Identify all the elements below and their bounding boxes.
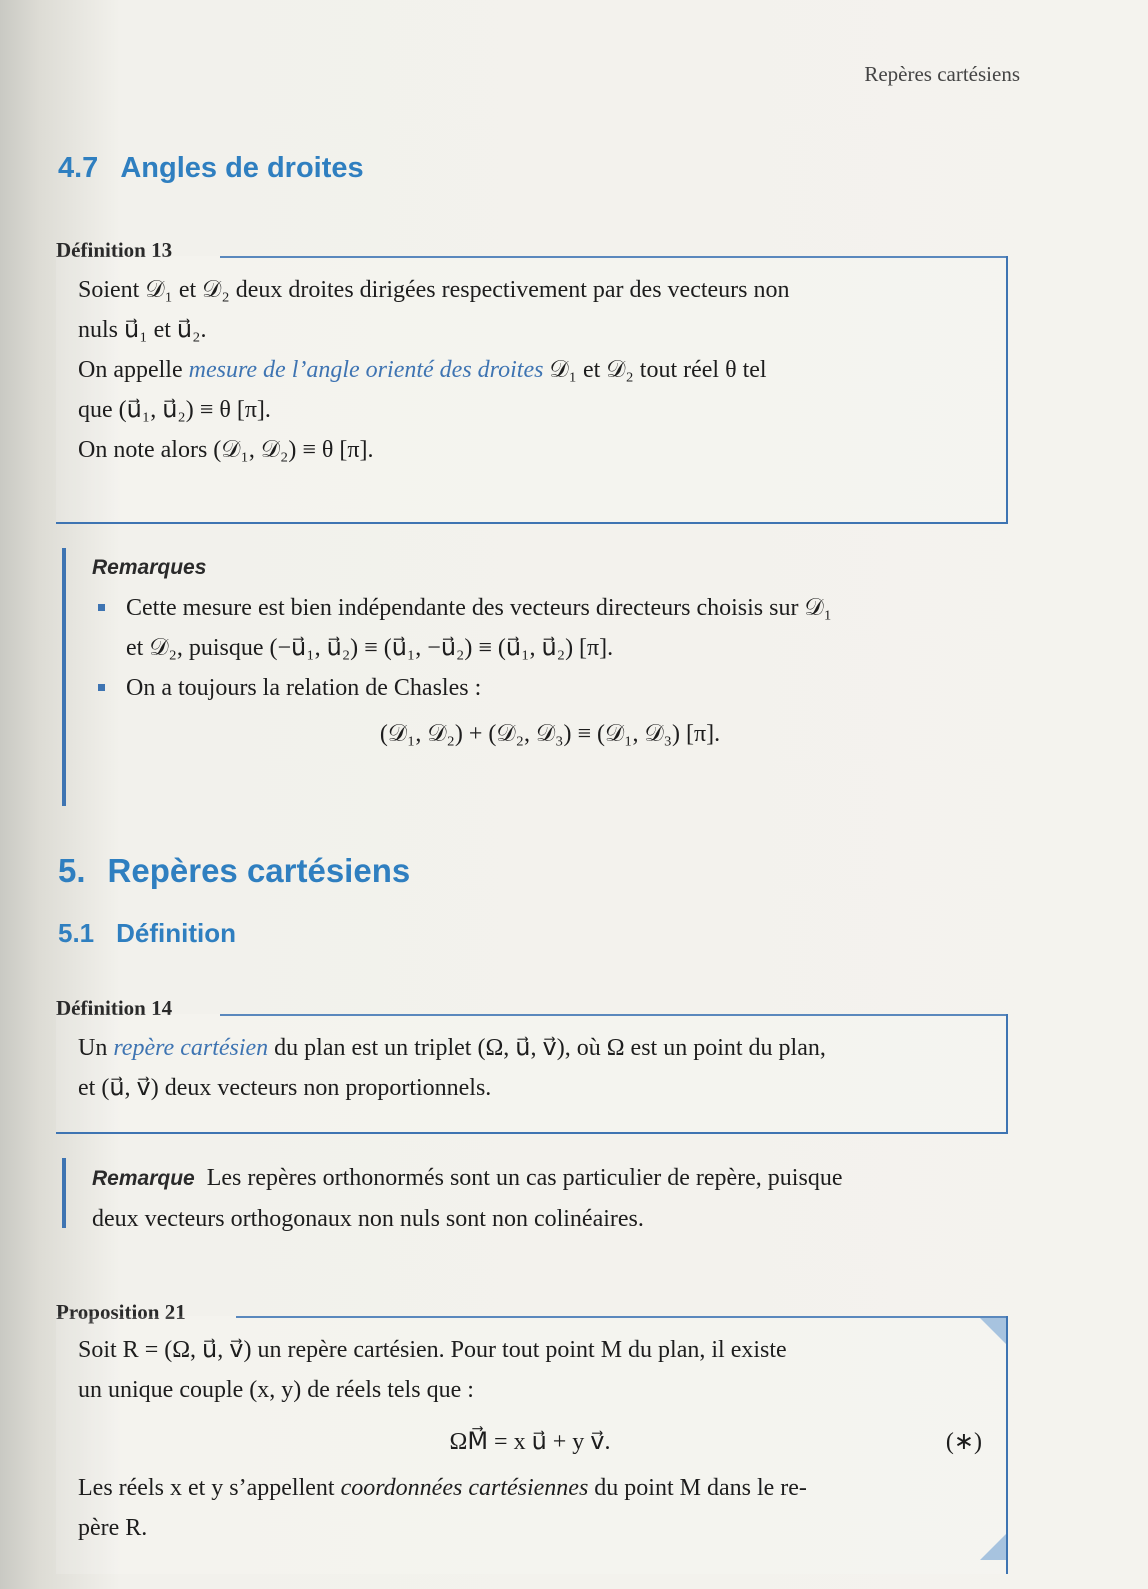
definition-13-line: Soient 𝒟₁ et 𝒟₂ deux droites dirigées respectivement par des vecteurs non (78, 277, 790, 303)
text: On appelle (78, 357, 189, 383)
remark-line (92, 1158, 1008, 1199)
defined-term: repère cartésien (113, 1035, 269, 1061)
remark-text: Les repères orthonormés sont un cas particulier de repère, puisque (206, 1165, 843, 1191)
defined-term: coordonnées cartésiennes (340, 1475, 589, 1501)
section-number: 5.1 (58, 918, 95, 948)
remark-item (92, 588, 1008, 668)
box-corner-ornament (980, 1534, 1006, 1560)
definition-13-box (56, 256, 1008, 524)
definition-13-line: On note alors (𝒟₁, 𝒟₂) ≡ θ [π]. (78, 437, 374, 463)
section-number: 4.7 (58, 152, 99, 184)
text: Un (78, 1035, 114, 1061)
definition-13-label: Définition 13 (56, 238, 173, 262)
section-number: 5. (58, 852, 86, 889)
proposition-line: père R. (78, 1515, 148, 1541)
proposition-21-label: Proposition 21 (56, 1300, 186, 1324)
section-heading-5-1 (58, 918, 236, 949)
remark-title: Remarque (92, 1167, 195, 1190)
remark-text: Cette mesure est bien indépendante des vecteurs directeurs choisis sur 𝒟₁ (126, 595, 832, 621)
text: du plan est un triplet (Ω, u⃗, v⃗), où Ω est un point du plan, (268, 1035, 826, 1061)
remark-text: et 𝒟₂, puisque (−u⃗₁, u⃗₂) ≡ (u⃗₁, −u⃗₂) ≡ (u⃗₁, u⃗₂) [π]. (126, 635, 614, 661)
section-heading-4-7 (58, 152, 364, 185)
defined-term: mesure de l’angle orienté des droites (188, 357, 544, 383)
definition-13-line (78, 350, 982, 390)
chasles-formula: (𝒟₁, 𝒟₂) + (𝒟₂, 𝒟₃) ≡ (𝒟₁, 𝒟₃) [π]. (379, 721, 721, 747)
remarks-block (62, 548, 1008, 806)
remarks-title: Remarques (92, 556, 207, 579)
formula-text: ΩM⃗ = x u⃗ + y v⃗. (449, 1429, 611, 1455)
definition-14-box (56, 1014, 1008, 1134)
definition-14-label: Définition 14 (56, 996, 173, 1020)
box-corner-ornament (980, 1318, 1006, 1344)
section-title: Angles de droites (120, 152, 364, 184)
remark-block (62, 1158, 1008, 1232)
proposition-line: un unique couple (x, y) de réels tels que : (78, 1377, 474, 1403)
remark-item (92, 668, 1008, 708)
remark-text: On a toujours la relation de Chasles : (126, 675, 482, 701)
definition-13-line: que (u⃗₁, u⃗₂) ≡ θ [π]. (78, 397, 271, 423)
definition-13-line: nuls u⃗₁ et u⃗₂. (78, 317, 207, 343)
text: du point M dans le re- (588, 1475, 807, 1501)
proposition-line (78, 1468, 982, 1508)
coordinates-formula (78, 1422, 982, 1462)
section-heading-5 (58, 852, 410, 890)
text: 𝒟₁ et 𝒟₂ tout réel θ tel (543, 357, 767, 383)
proposition-21-box (56, 1316, 1008, 1574)
equation-tag: (∗) (945, 1429, 982, 1455)
text: Les réels x et y s’appellent (78, 1475, 341, 1501)
proposition-line: Soit R = (Ω, u⃗, v⃗) un repère cartésien. Pour tout point M du plan, il existe (78, 1337, 787, 1363)
definition-14-line (78, 1028, 982, 1068)
section-title: Repères cartésiens (107, 852, 411, 889)
running-head: Repères cartésiens (864, 62, 1020, 86)
remark-line: deux vecteurs orthogonaux non nuls sont non colinéaires. (92, 1206, 644, 1232)
section-title: Définition (116, 918, 237, 948)
definition-14-line: et (u⃗, v⃗) deux vecteurs non proportionnels. (78, 1075, 492, 1101)
